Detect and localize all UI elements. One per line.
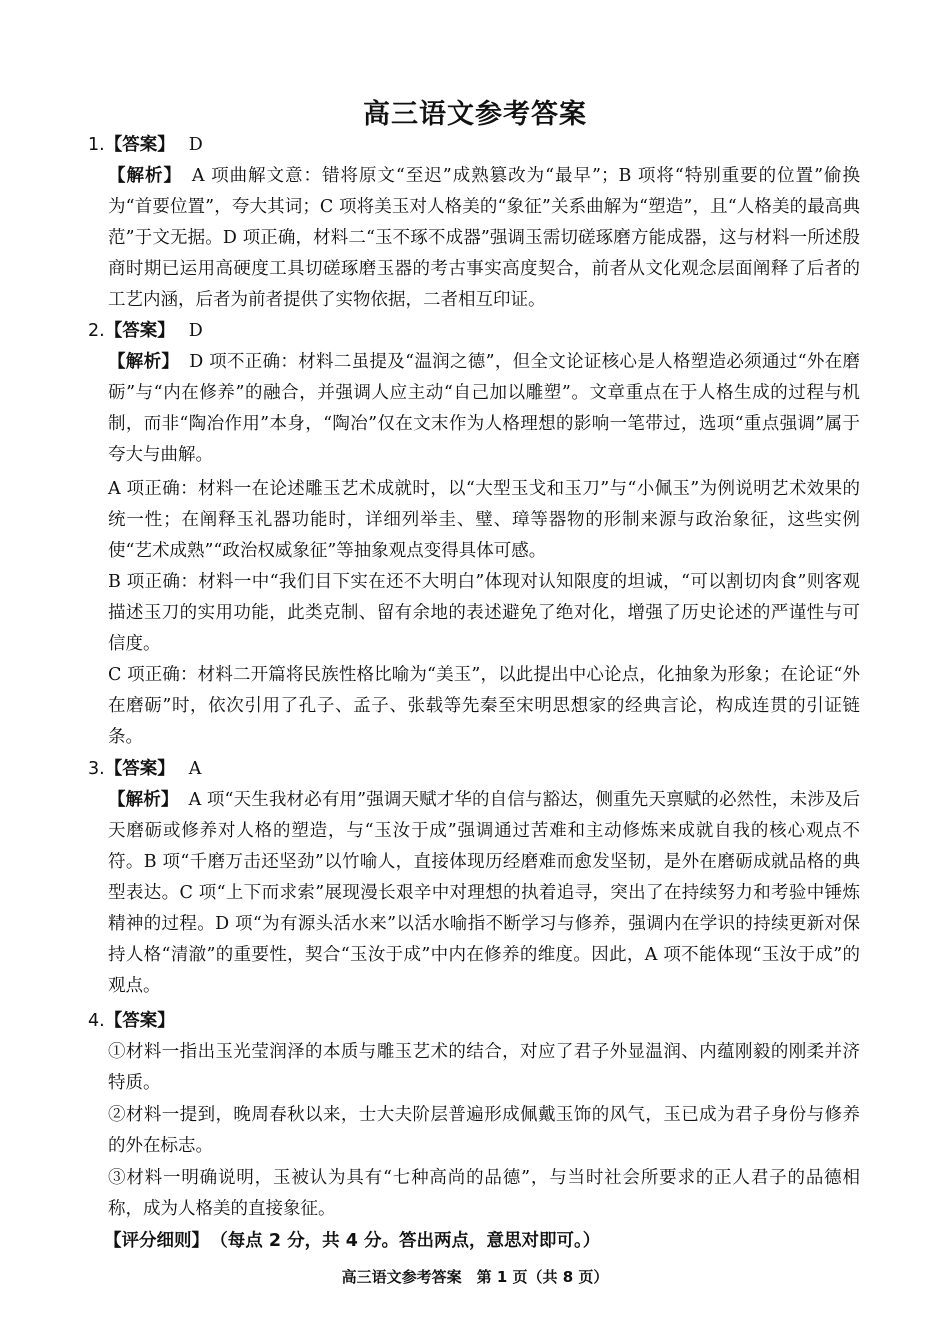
q2-option-c: C 项正确：材料二开篇将民族性格比喻为“美玉”，以此提出中心论点，化抽象为形象；在论证“外在磨砺”时，依次引用了孔子、孟子、张载等先秦至宋明思想家的经典言论，构成连贯的引证链条。 [108, 665, 860, 747]
q3-analysis-tag: 【解析】 [108, 790, 179, 810]
q3-analysis [108, 785, 860, 1002]
q3-number: 3. [88, 759, 105, 779]
q1-number: 1. [88, 135, 105, 155]
q1-analysis-text: A 项曲解文意：错将原文“至迟”成熟篡改为“最早”；B 项将“特别重要的位置”偷换为“首要位置”，夸大其词；C 项将美玉对人格美的“象征”关系曲解为“塑造”，且“人格美的最高典范”于文无据。D 项正确，材料二“玉不琢不成器”强调玉需切磋琢磨方能成器，这与材料一所述殷商时期已运用高硬度工具切磋琢磨玉器的考古事实高度契合，前者从文化观念层面阐释了后者的工艺内涵，后者为前者提供了实物依据，二者相互印证。 [108, 166, 860, 310]
q3-answer: A [188, 759, 202, 779]
q1-analysis [108, 161, 860, 316]
page-title: 高三语文参考答案 [363, 99, 587, 130]
q4-score-rules [104, 1226, 864, 1257]
q4-point-1: ①材料一指出玉光莹润泽的本质与雕玉艺术的结合，对应了君子外显温润、内蕴刚毅的刚柔并济特质。 [108, 1042, 860, 1093]
q2-answer: D [188, 321, 203, 341]
q4-answer-tag: 【答案】 [104, 1011, 175, 1031]
q3-answer-line [88, 754, 878, 785]
q2-analysis-text: D 项不正确：材料二虽提及“温润之德”，但全文论证核心是人格塑造必须通过“外在磨砺”与“内在修养”的融合，并强调人应主动“自己加以雕塑”。文章重点在于人格生成的过程与机制，而非“陶冶作用”本身，“陶冶”仅在文末作为人格理想的影响一笔带过，选项“重点强调”属于夸大与曲解。 [108, 352, 860, 465]
q2-number: 2. [88, 321, 105, 341]
q2-option-b: B 项正确：材料一中“我们目下实在还不大明白”体现对认知限度的坦诚，“可以割切肉食”则客观描述玉刀的实用功能，此类克制、留有余地的表述避免了绝对化，增强了历史论述的严谨性与可信度。 [108, 572, 860, 654]
q4-answer-line [88, 1006, 878, 1037]
q4-score-text: （每点 2 分，共 4 分。答出两点，意思对即可。） [219, 1231, 601, 1251]
q1-answer-line [88, 130, 878, 161]
q4-point-2: ②材料一提到，晚周春秋以来，士大夫阶层普遍形成佩戴玉饰的风气，玉已成为君子身份与修养的外在标志。 [108, 1105, 860, 1156]
q3-analysis-text: A 项“天生我材必有用”强调天赋才华的自信与豁达，侧重先天禀赋的必然性，未涉及后天磨砺或修养对人格的塑造，与“玉汝于成”强调通过苦难和主动修炼来成就自我的核心观点不符。B 项“千磨万击还坚劲”以竹喻人，直接体现历经磨难而愈发坚韧，是外在磨砺成就品格的典型表达。C 项“上下而求索”展现漫长艰辛中对理想的执着追寻，突出了在持续努力和考验中锤炼精神的过程。D 项“为有源头活水来”以活水喻指不断学习与修养，强调内在学识的持续更新对保持人格“清澈”的重要性，契合“玉汝于成”中内在修养的维度。因此，A 项不能体现“玉汝于成”的观点。 [108, 790, 860, 996]
q2-answer-line [88, 316, 878, 347]
q1-answer-tag: 【答案】 [104, 135, 175, 155]
q2-answer-tag: 【答案】 [104, 321, 175, 341]
q4-number: 4. [88, 1011, 105, 1031]
q2-analysis-tag: 【解析】 [108, 352, 180, 372]
q4-point-3: ③材料一明确说明，玉被认为具有“七种高尚的品德”，与当时社会所要求的正人君子的品德相称，成为人格美的直接象征。 [108, 1168, 860, 1219]
q2-option-a: A 项正确：材料一在论述雕玉艺术成就时，以“大型玉戈和玉刀”与“小佩玉”为例说明艺术效果的统一性；在阐释玉礼器功能时，详细列举圭、璧、璋等器物的形制来源与政治象征，这些实例使“艺术成熟”“政治权威象征”等抽象观点变得具体可感。 [108, 479, 860, 561]
q1-answer: D [188, 135, 203, 155]
q4-score-tag: 【评分细则】 [104, 1231, 209, 1251]
q1-analysis-tag: 【解析】 [108, 166, 182, 186]
q2-analysis [108, 347, 860, 471]
q3-answer-tag: 【答案】 [104, 759, 175, 779]
page-footer: 高三语文参考答案 第 1 页（共 8 页） [341, 1268, 609, 1286]
